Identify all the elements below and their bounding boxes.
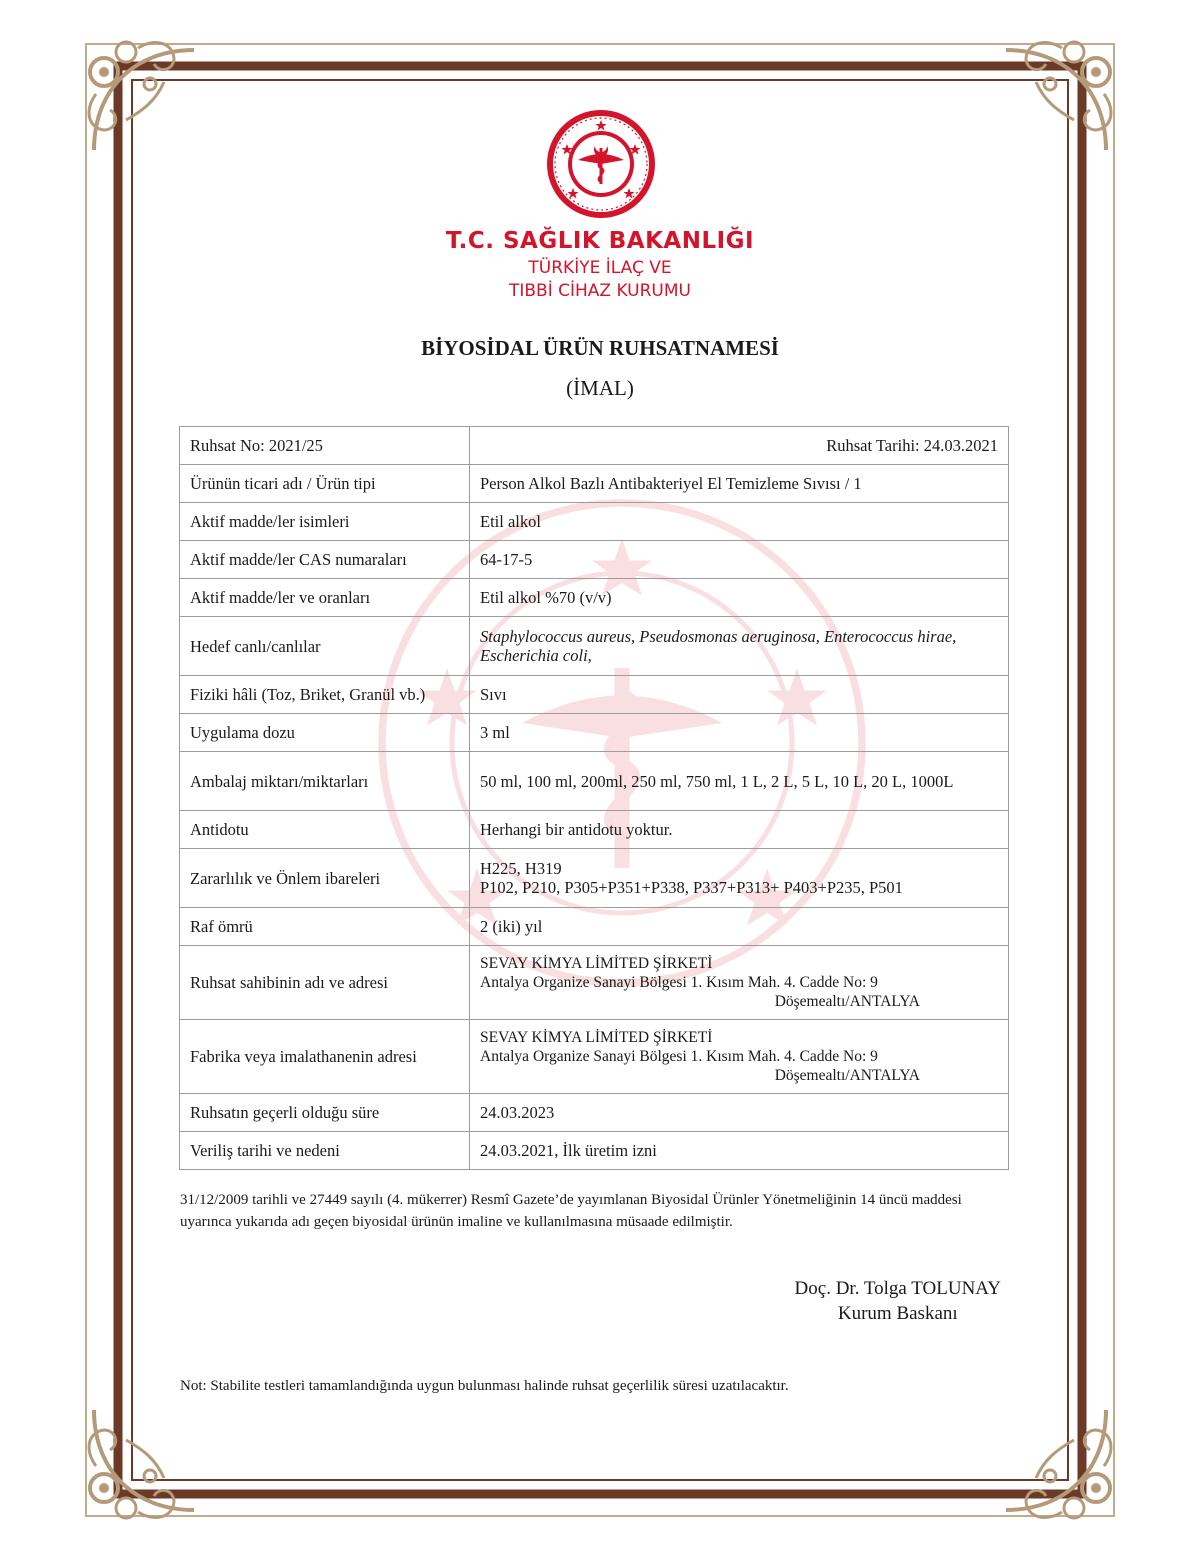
ministry-logo-icon [545, 108, 657, 220]
row-value [470, 849, 1009, 908]
company-name: SEVAY KİMYA LİMİTED ŞİRKETİ [480, 955, 713, 972]
row-value: Etil alkol [470, 503, 1009, 541]
table-row [180, 1132, 1009, 1170]
row-label: Veriliş tarihi ve nedeni [180, 1132, 470, 1170]
row-value: Herhangi bir antidotu yoktur. [470, 811, 1009, 849]
table-row [180, 676, 1009, 714]
row-label: Antidotu [180, 811, 470, 849]
row-value: 2 (iki) yıl [470, 908, 1009, 946]
table-row [180, 1094, 1009, 1132]
permit-date: Ruhsat Tarihi: 24.03.2021 [470, 427, 1009, 465]
document-subtitle: (İMAL) [566, 376, 634, 400]
table-row [180, 1020, 1009, 1094]
table-row [180, 617, 1009, 676]
precaution-statements: P102, P210, P305+P351+P338, P337+P313+ P403+P235, P501 [480, 878, 903, 897]
company-address-line: Antalya Organize Sanayi Bölgesi 1. Kısım Mah. 4. Cadde No: 9 [480, 974, 878, 991]
table-row [180, 579, 1009, 617]
row-value: 3 ml [470, 714, 1009, 752]
row-label: Raf ömrü [180, 908, 470, 946]
row-label: Aktif madde/ler isimleri [180, 503, 470, 541]
hazard-statements: H225, H319 [480, 859, 562, 878]
table-row [180, 811, 1009, 849]
table-row [180, 752, 1009, 811]
org-subtitle-2: TIBBİ CİHAZ KURUMU [509, 281, 691, 301]
row-value [470, 1020, 1009, 1094]
table-row [180, 427, 1009, 465]
row-value [470, 946, 1009, 1020]
org-name: T.C. SAĞLIK BAKANLIĞI [445, 228, 755, 254]
row-value: Etil alkol %70 (v/v) [470, 579, 1009, 617]
signatory-name: Doç. Dr. Tolga TOLUNAY [794, 1278, 1001, 1299]
row-value: Person Alkol Bazlı Antibakteriyel El Temizleme Sıvısı / 1 [470, 465, 1009, 503]
row-value: 24.03.2021, İlk üretim izni [470, 1132, 1009, 1170]
signature-block [795, 1276, 1001, 1326]
row-value: Sıvı [470, 676, 1009, 714]
row-label: Ambalaj miktarı/miktarları [180, 752, 470, 811]
row-label: Fabrika veya imalathanenin adresi [180, 1020, 470, 1094]
org-subtitle-1: TÜRKİYE İLAÇ VE [528, 258, 672, 278]
row-label: Fiziki hâli (Toz, Briket, Granül vb.) [180, 676, 470, 714]
row-label: Ürünün ticari adı / Ürün tipi [180, 465, 470, 503]
table-row [180, 541, 1009, 579]
row-label: Ruhsatın geçerli olduğu süre [180, 1094, 470, 1132]
table-row [180, 503, 1009, 541]
row-value: Staphylococcus aureus, Pseudosmonas aeruginosa, Enterococcus hirae, Escherichia coli, [470, 617, 1009, 676]
row-label: Hedef canlı/canlılar [180, 617, 470, 676]
table-row [180, 908, 1009, 946]
signatory-role: Kurum Baskanı [837, 1303, 958, 1324]
row-label: Uygulama dozu [180, 714, 470, 752]
row-label: Zararlılık ve Önlem ibareleri [180, 849, 470, 908]
row-value: 50 ml, 100 ml, 200ml, 250 ml, 750 ml, 1 L, 2 L, 5 L, 10 L, 20 L, 1000L [470, 752, 1009, 811]
company-address-city: Döşemealtı/ANTALYA [774, 993, 920, 1010]
permit-number: Ruhsat No: 2021/25 [180, 427, 470, 465]
row-label: Aktif madde/ler ve oranları [180, 579, 470, 617]
factory-address-city: Döşemealtı/ANTALYA [774, 1067, 920, 1084]
factory-address-line: Antalya Organize Sanayi Bölgesi 1. Kısım Mah. 4. Cadde No: 9 [480, 1048, 878, 1065]
row-label: Ruhsat sahibinin adı ve adresi [180, 946, 470, 1020]
permit-table [179, 426, 1009, 1170]
factory-name: SEVAY KİMYA LİMİTED ŞİRKETİ [480, 1029, 713, 1046]
table-row [180, 946, 1009, 1020]
row-value: 64-17-5 [470, 541, 1009, 579]
table-row [180, 465, 1009, 503]
validity-note: Not: Stabilite testleri tamamlandığında uygun bulunması halinde ruhsat geçerlilik süresi uzatılacaktır. [180, 1378, 789, 1394]
row-label: Aktif madde/ler CAS numaraları [180, 541, 470, 579]
table-row [180, 849, 1009, 908]
row-value: 24.03.2023 [470, 1094, 1009, 1132]
legal-footnote: 31/12/2009 tarihli ve 27449 sayılı (4. mükerrer) Resmî Gazete’de yayımlanan Biyosidal Ürünler Yönetmeliğinin 14 üncü maddesi uyarınca yukarıda adı geçen biyosidal ürünün imaline ve kullanılmasına müsaade edilmiştir. [180, 1192, 962, 1230]
table-row [180, 714, 1009, 752]
document-title: BİYOSİDAL ÜRÜN RUHSATNAMESİ [421, 336, 779, 360]
